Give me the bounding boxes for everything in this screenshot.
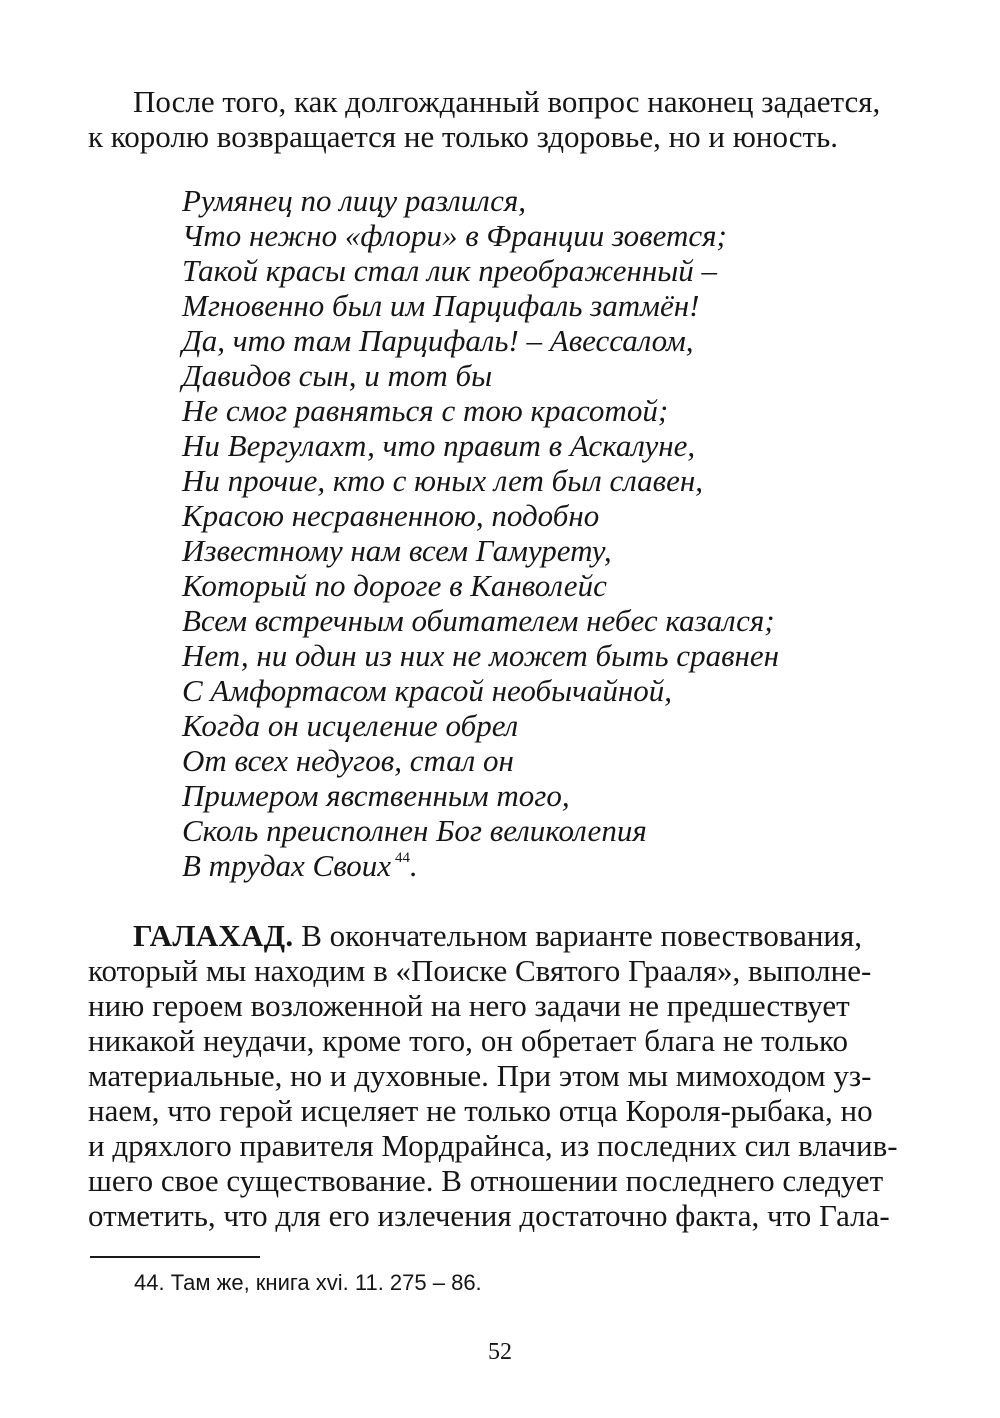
verse-line: С Амфортасом красой необычайной, <box>182 673 673 708</box>
verse-line: Нет, ни один из них не может быть сравнен <box>182 638 780 673</box>
galahad-line: который мы находим в «Поиске Святого Грааля», выполне- <box>88 953 872 988</box>
verse-line: Который по дороге в Канволейс <box>182 568 607 603</box>
galahad-line: шего свое существование. В отношении последнего следует <box>88 1163 884 1198</box>
verse-line: Примером явственным того, <box>182 778 570 813</box>
verse-line: Не смог равняться с тою красотой; <box>182 393 669 428</box>
verse-last-line-text: В трудах Своих <box>182 848 392 883</box>
intro-line: к королю возвращается не только здоровье, но и юность. <box>88 119 838 154</box>
verse-last-punct: . <box>410 848 418 883</box>
galahad-line: никакой неудачи, кроме того, он обретает блага не только <box>88 1023 848 1058</box>
page-number: 52 <box>488 1339 512 1365</box>
galahad-line: нию героем возложенной на него задачи не предшествует <box>88 988 850 1023</box>
verse-last-line <box>182 848 418 884</box>
verse-line: Сколь преисполнен Бог великолепия <box>182 813 647 848</box>
verse-line: Когда он исцеление обрел <box>182 708 519 743</box>
galahad-line: материальные, но и духовные. При этом мы мимоходом уз- <box>88 1058 872 1093</box>
verse-line: Ни прочие, кто с юных лет был славен, <box>182 463 703 498</box>
footnote-ref-44[interactable]: 44 <box>395 850 411 866</box>
verse-line: Красою несравненною, подобно <box>182 498 600 533</box>
galahad-line: отметить, что для его излечения достаточно факта, что Гала- <box>88 1198 890 1233</box>
verse-line: Давидов сын, и тот бы <box>182 358 493 393</box>
verse-line: Что нежно «флори» в Франции зовется; <box>182 218 727 253</box>
galahad-first-line <box>133 918 863 954</box>
verse-line: Известному нам всем Гамурету, <box>182 533 612 568</box>
galahad-line: наем, что герой исцеляет не только отца Короля-рыбака, но <box>88 1093 873 1128</box>
galahad-line: и дряхлого правителя Мордрайнса, из последних сил влачив- <box>88 1128 898 1163</box>
verse-line: Румянец по лицу разлился, <box>182 183 527 218</box>
verse-line: Да, что там Парцифаль! – Авессалом, <box>182 323 694 358</box>
galahad-first-line-text: В окончательном варианте повествования, <box>301 918 863 953</box>
intro-line: После того, как долгожданный вопрос наконец задается, <box>133 84 881 119</box>
footnote-separator <box>90 1256 260 1258</box>
verse-line: Такой красы стал лик преображенный – <box>182 253 717 288</box>
verse-line: Ни Вергулахт, что правит в Аскалуне, <box>182 428 696 463</box>
verse-line: Всем встречным обитателем небес казался; <box>182 603 775 638</box>
verse-line: От всех недугов, стал он <box>182 743 514 778</box>
footnote-44: 44. Там же, книга xvi. 11. 275 – 86. <box>134 1270 482 1295</box>
verse-line: Мгновенно был им Парцифаль затмён! <box>182 288 700 323</box>
section-heading-galahad: ГАЛАХАД. <box>133 918 294 953</box>
